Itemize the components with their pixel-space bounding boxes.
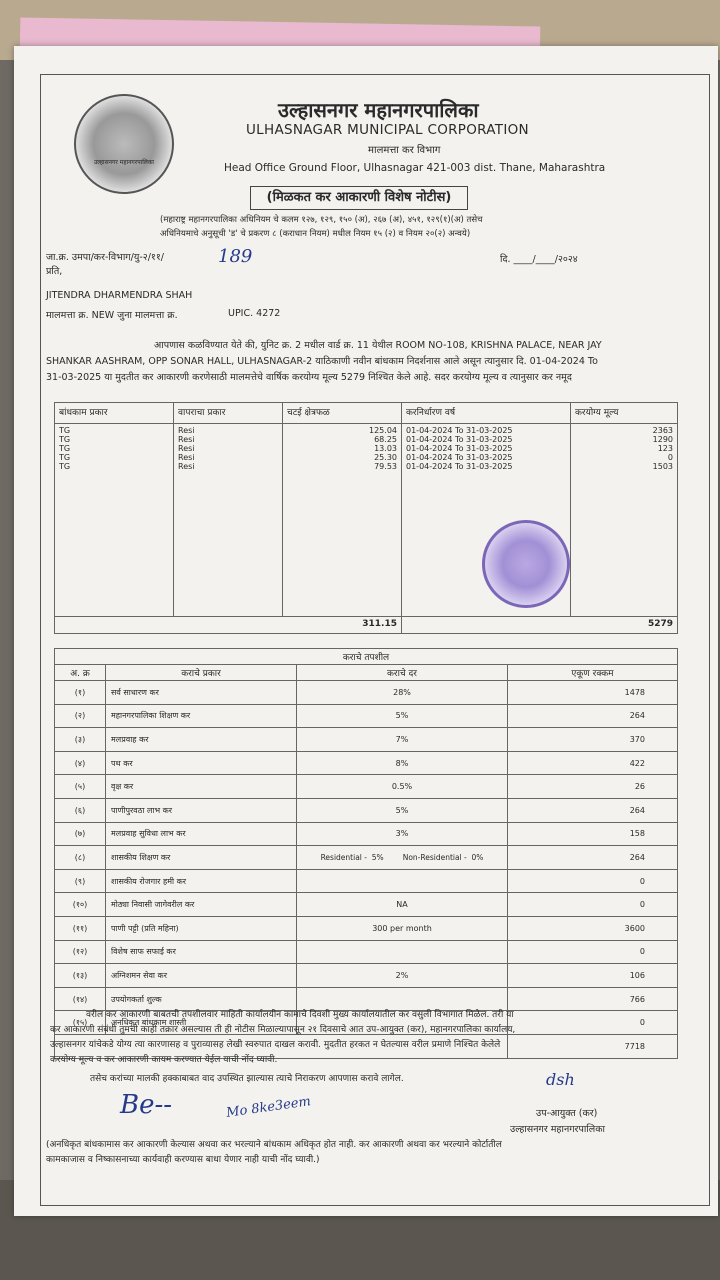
table-row [55,775,678,799]
row-serial: (१३) [55,964,106,988]
row-tax-type: अग्निशमन सेवा कर [106,964,297,988]
row-serial: (९) [55,869,106,893]
row-serial: (१) [55,681,106,705]
date-field: दि. ____/____/२०२४ [500,254,578,265]
area-column [283,424,402,617]
property-assessment-table [54,402,678,634]
footer-para4: करयोग्य मूल्य व कर आकारणी कायम करण्यात येईल याची नोंद घ्यावी. [50,1055,278,1065]
row-tax-type: मलप्रवाह सुविधा लाभ कर [106,822,297,846]
table-total-row [55,617,678,634]
row-amount: 264 [508,798,678,822]
header-taxable-value: करयोग्य मूल्य [571,403,678,424]
to-label: प्रति, [46,266,63,277]
row-amount: 422 [508,751,678,775]
header-assessment-year: करनिर्धारण वर्ष [402,403,571,424]
table-row [55,681,678,705]
cell-value: 1290 [652,435,673,444]
row-serial: (१४) [55,987,106,1011]
upic-number: UPIC. 4272 [228,308,281,319]
notice-paper [14,46,718,1216]
footer-note1: (अनधिकृत बांधकामास कर आकारणी केल्यास अथवा कर भरल्याने बांधकाम अधिकृत होत नाही. कर आकारणी अथवा कर भरल्याने कोर्टातील [46,1140,502,1150]
reference-label: जा.क्र. उमपा/कर-विभाग/यु-२/११/ [46,252,165,263]
table-row [55,728,678,752]
table-row [55,846,678,870]
total-taxable-value: 5279 [402,617,678,634]
act-reference-line1: (महाराष्ट्र महानगरपालिका अधिनियम चे कलम १२७, १२९, १५० (अ), २६७ (अ), ४५१, १२९(१)(अ) तसेच [160,215,483,225]
row-tax-rate [297,869,508,893]
cell-value: 1503 [652,462,673,471]
row-serial: (८) [55,846,106,870]
row-serial: (१५) [55,1011,106,1035]
row-tax-type: पाणी पट्टी (प्रति महिना) [106,916,297,940]
row-tax-rate: 28% [297,681,508,705]
owner-name: JITENDRA DHARMENDRA SHAH [46,290,193,301]
total-area: 311.15 [55,617,402,634]
cell-construction: TG [59,462,71,471]
row-tax-type: उपयोगकर्ता शुल्क [106,987,297,1011]
row-tax-rate [297,940,508,964]
row-tax-rate: 5% [297,798,508,822]
row-serial: (४) [55,751,106,775]
corp-name-marathi: उल्हासनगर महानगरपालिका [278,98,479,122]
cell-area: 79.53 [374,462,397,471]
row-tax-rate: 2% [297,964,508,988]
row-amount: 370 [508,728,678,752]
header-construction-type: बांधकाम प्रकार [55,403,174,424]
row-tax-type: वृक्ष कर [106,775,297,799]
footer-para5: तसेच करांच्या मालकी हक्काबाबत वाद उपस्थित झाल्यास त्याचे निराकरण आपणास करावे लागेल. [90,1074,404,1084]
cell-construction: TG [59,444,71,453]
body-line3: 31-03-2025 या मुदतीत कर आकारणी करणेसाठी मालमत्तेचे वार्षिक करयोग्य मूल्य 5279 निश्चित केले आहे. सदर करयोग्य मूल्य व त्यानुसार कर नमूद [46,372,572,383]
row-serial: (७) [55,822,106,846]
cell-area: 13.03 [374,444,397,453]
header-carpet-area: चटई क्षेत्रफळ [283,403,402,424]
row-serial: (१२) [55,940,106,964]
officer-signature: dsh [546,1070,575,1089]
cell-year: 01-04-2024 To 31-03-2025 [406,453,513,462]
property-number: मालमत्ता क्र. NEW जुना मालमत्ता क्र. [46,310,178,321]
table-row [55,751,678,775]
cell-year: 01-04-2024 To 31-03-2025 [406,444,513,453]
owner-signature-note: Mo 8ke3eem [225,1094,312,1121]
table-row [55,869,678,893]
row-tax-type: सर्व साधारण कर [106,681,297,705]
row-amount: 26 [508,775,678,799]
table-header-row [55,403,678,424]
row-amount: 766 [508,987,678,1011]
row-tax-type: शासकीय रोजगार हमी कर [106,869,297,893]
tax-details-table [54,648,678,1059]
cell-usage: Resi [178,444,195,453]
cell-construction: TG [59,453,71,462]
act-reference-line2: अधिनियमाचे अनुसूची 'ड' चे प्रकरण ८ (कराधान नियम) मधील नियम १५ (२) व नियम २०(२) अन्वये) [160,229,471,239]
row-tax-rate: 3% [297,822,508,846]
cell-year: 01-04-2024 To 31-03-2025 [406,435,513,444]
construction-column [55,424,174,617]
row-tax-rate: 7% [297,728,508,752]
row-serial: (११) [55,916,106,940]
row-tax-type: विशेष साफ सफाई कर [106,940,297,964]
cell-area: 68.25 [374,435,397,444]
header-serial: अ. क्र [55,665,106,681]
body-line2: SHANKAR AASHRAM, OPP SONAR HALL, ULHASNAGAR-2 याठिकाणी नवीन बांधकाम निदर्शनास आले असून त्यानुसार दि. 01-04-2024 To [46,356,598,367]
tax-total-amount: 7718 [508,1034,678,1058]
reference-number-handwritten: 189 [218,246,253,267]
value-column [571,424,678,617]
department-name: मालमत्ता कर विभाग [368,145,441,156]
row-tax-type: मोठ्या निवासी जागेवरील कर [106,893,297,917]
row-amount: 0 [508,893,678,917]
cell-usage: Resi [178,453,195,462]
row-serial: (१०) [55,893,106,917]
row-serial: (२) [55,704,106,728]
row-tax-type: मलप्रवाह कर [106,728,297,752]
table-row [55,916,678,940]
table-body-row [55,424,678,617]
signatory-title: उप-आयुक्त (कर) [536,1108,598,1119]
row-amount: 0 [508,869,678,893]
row-serial: (६) [55,798,106,822]
row-amount: 0 [508,1011,678,1035]
cell-value: 2363 [652,426,673,435]
cell-area: 25.30 [374,453,397,462]
owner-signature: Be-- [120,1090,173,1120]
cell-year: 01-04-2024 To 31-03-2025 [406,462,513,471]
table-row [55,940,678,964]
row-tax-type: पथ कर [106,751,297,775]
tax-caption-row [55,649,678,665]
row-tax-rate: 300 per month [297,916,508,940]
row-tax-type: अनधिकृत बांधकाम शास्ती [106,1011,297,1035]
row-tax-rate: 0.5% [297,775,508,799]
row-amount: 1478 [508,681,678,705]
footer-note2: कामकाजास व निष्कासनाच्या कार्यवाही करण्यास बाधा येणार नाही याची नोंद घ्यावी.) [46,1155,320,1165]
table-row [55,798,678,822]
cell-usage: Resi [178,435,195,444]
footer-para1: वरील कर आकारणी बाबतची तपशीलवार माहिती कार्यालयीन कामाचे दिवशी मुख्य कार्यालयातील कर वसुली विभागात मिळेल. तरी या [86,1010,514,1020]
header-usage-type: वापराचा प्रकार [174,403,283,424]
row-amount: 0 [508,940,678,964]
row-amount: 106 [508,964,678,988]
header-tax-type: कराचे प्रकार [106,665,297,681]
row-amount: 264 [508,704,678,728]
row-tax-rate: 8% [297,751,508,775]
footer-para2: कर आकारणी संबंधी तुमची काही तक्रार असल्यास ती ही नोटीस मिळाल्यापासून २१ दिवसाचे आत उप-आयुक्त (कर), महानगरपालिका कार्यालय, [50,1025,516,1035]
logo-text: उल्हासनगर महानगरपालिका [94,159,154,166]
body-line1: आपणास कळविण्यात येते की, युनिट क्र. 2 मधील वार्ड क्र. 11 येथील ROOM NO-108, KRISHNA PALACE, NEAR JAY [154,340,602,351]
cell-usage: Resi [178,426,195,435]
tax-rows [55,681,678,1059]
table-row [55,822,678,846]
row-tax-rate: NA [297,893,508,917]
row-tax-rate: Residential - 5% Non-Residential - 0% [297,846,508,870]
table-row [55,704,678,728]
footer-para3: उल्हासनगर यांचेकडे योग्य त्या कारणासह व पुराव्यासह लेखी स्वरुपात दाखल करावी. मुदतीत हरकत न घेतल्यास वरील प्रमाणे निश्चित केलेले [50,1040,501,1050]
row-tax-type: पाणीपुरवठा लाभ कर [106,798,297,822]
cell-usage: Resi [178,462,195,471]
table-row [55,964,678,988]
official-seal-icon [482,520,570,608]
cell-year: 01-04-2024 To 31-03-2025 [406,426,513,435]
corporation-logo-icon [74,94,174,194]
cell-value: 0 [667,453,673,462]
row-tax-type: शासकीय शिक्षण कर [106,846,297,870]
row-amount: 158 [508,822,678,846]
cell-value: 123 [657,444,673,453]
row-tax-type: महानगरपालिका शिक्षण कर [106,704,297,728]
notice-title: (मिळकत कर आकारणी विशेष नोटीस) [250,186,468,210]
row-tax-rate: 5% [297,704,508,728]
table-row [55,893,678,917]
tax-table-caption: कराचे तपशील [55,649,678,665]
row-serial: (३) [55,728,106,752]
header-total-amount: एकूण रक्कम [508,665,678,681]
cell-area: 125.04 [369,426,397,435]
corp-name-english: ULHASNAGAR MUNICIPAL CORPORATION [246,122,529,138]
cell-construction: TG [59,435,71,444]
usage-column [174,424,283,617]
header-tax-rate: कराचे दर [297,665,508,681]
tax-header-row [55,665,678,681]
office-address: Head Office Ground Floor, Ulhasnagar 421-003 dist. Thane, Maharashtra [224,162,606,174]
row-amount: 264 [508,846,678,870]
cell-construction: TG [59,426,71,435]
signatory-org: उल्हासनगर महानगरपालिका [510,1124,605,1135]
row-serial: (५) [55,775,106,799]
row-amount: 3600 [508,916,678,940]
